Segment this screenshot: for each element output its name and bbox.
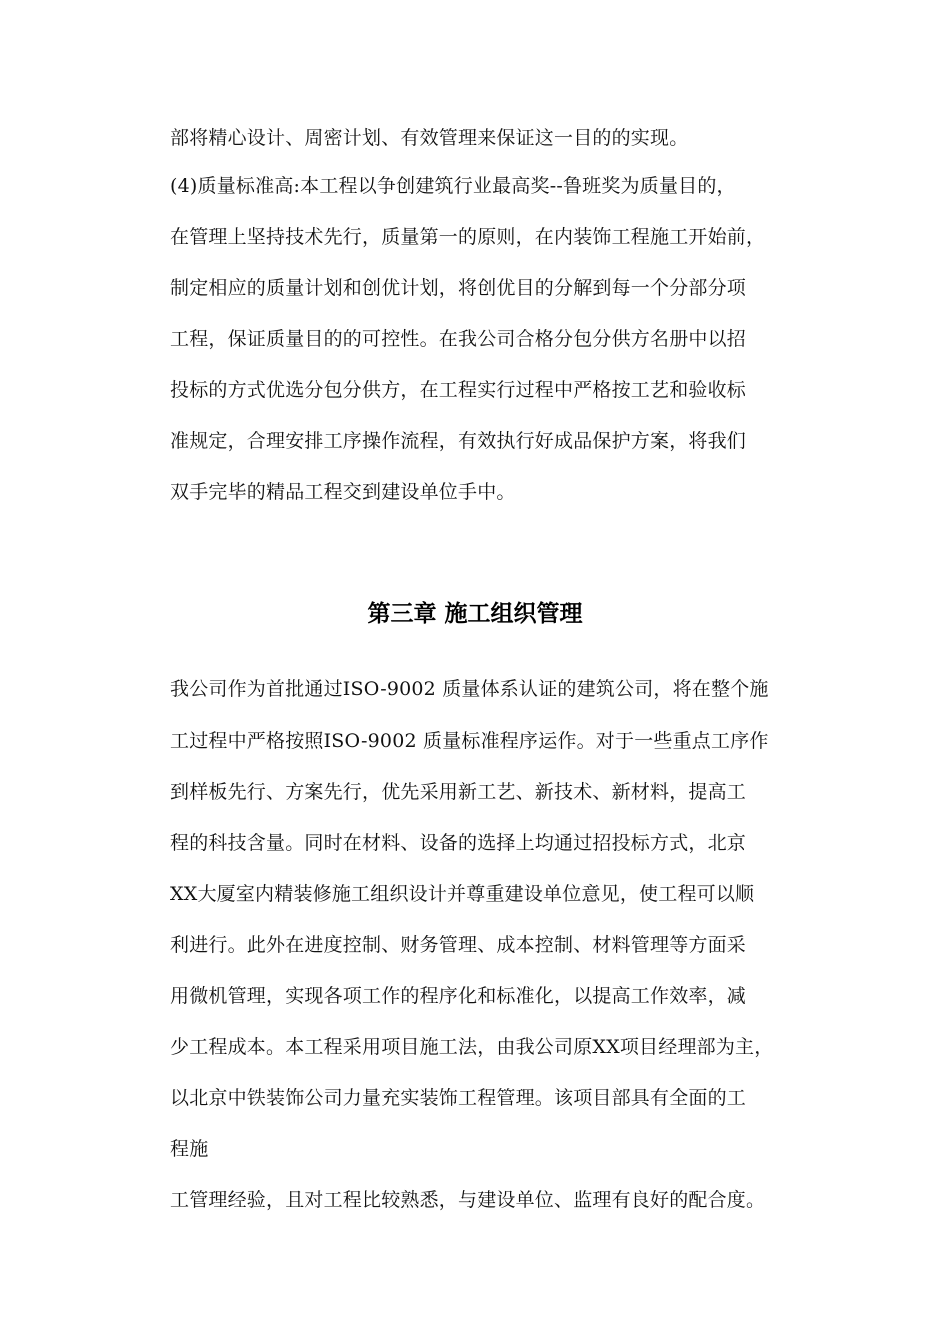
body-text-line: 双手完毕的精品工程交到建设单位手中。	[170, 481, 516, 503]
body-text-line: 在管理上坚持技术先行，质量第一的原则，在内装饰工程施工开始前，	[170, 226, 766, 248]
chapter-heading: 第三章 施工组织管理	[367, 601, 583, 627]
body-text-line: 程的科技含量。同时在材料、设备的选择上均通过招投标方式，北京	[170, 832, 747, 854]
body-text-line: 投标的方式优选分包分供方，在工程实行过程中严格按工艺和验收标	[170, 379, 747, 401]
body-text-line: 程施	[170, 1138, 209, 1160]
body-text-line: 以北京中铁装饰公司力量充实装饰工程管理。该项目部具有全面的工	[170, 1087, 747, 1109]
body-text-line: 用微机管理，实现各项工作的程序化和标准化，以提高工作效率，减	[170, 985, 747, 1007]
body-text-line: 工过程中严格按照ISO-9002 质量标准程序运作。对于一些重点工序作	[170, 730, 769, 752]
body-text-line: 工程，保证质量目的的可控性。在我公司合格分包分供方名册中以招	[170, 328, 747, 350]
body-text-line: 少工程成本。本工程采用项目施工法，由我公司原XX项目经理部为主，	[170, 1036, 774, 1058]
body-text-line: 利进行。此外在进度控制、财务管理、成本控制、材料管理等方面采	[170, 934, 747, 956]
body-text-line: 工管理经验，且对工程比较熟悉，与建设单位、监理有良好的配合度。	[170, 1189, 766, 1211]
body-text-line: XX大厦室内精装修施工组织设计并尊重建设单位意见，使工程可以顺	[170, 883, 755, 905]
body-text-line: 制定相应的质量计划和创优计划，将创优目的分解到每一个分部分项	[170, 277, 747, 299]
body-text-line: (4)质量标准高:本工程以争创建筑行业最高奖--鲁班奖为质量目的，	[170, 175, 736, 197]
body-text-line: 到样板先行、方案先行，优先采用新工艺、新技术、新材料，提高工	[170, 781, 747, 803]
body-text-line: 我公司作为首批通过ISO-9002 质量体系认证的建筑公司，将在整个施	[170, 678, 769, 700]
body-text-line: 部将精心设计、周密计划、有效管理来保证这一目的的实现。	[170, 127, 689, 149]
body-text-line: 准规定，合理安排工序操作流程，有效执行好成品保护方案，将我们	[170, 430, 747, 452]
